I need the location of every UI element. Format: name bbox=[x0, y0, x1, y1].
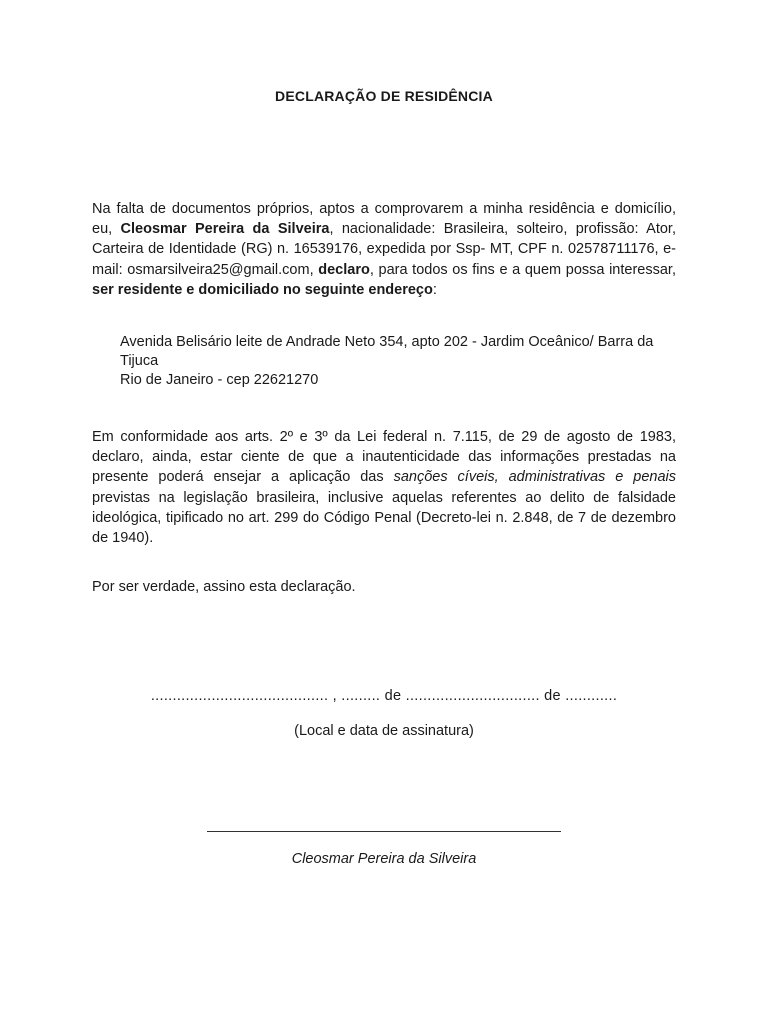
address-block bbox=[120, 333, 678, 391]
paragraph-text: , para todos os fins e a quem possa interessar, bbox=[369, 261, 676, 278]
closing-statement: Por ser verdade, assino esta declaração. bbox=[92, 579, 356, 595]
declaro-word: declaro bbox=[318, 261, 370, 278]
legal-paragraph bbox=[92, 427, 676, 548]
resident-statement: ser residente e domiciliado no seguinte endereço bbox=[92, 281, 433, 298]
place-date-line: ......................................... , ......... de ............................... de ............ bbox=[150, 688, 618, 704]
signature-line bbox=[207, 831, 561, 832]
signature-name: Cleosmar Pereira da Silveira bbox=[291, 851, 477, 867]
paragraph-text: Em conformidade aos arts. 2º e 3º da Lei federal n. 7.115, de 29 de agosto de 1983, declaro, ainda, estar ciente de que a inautenticidade das informações prestadas na presente poderá ensejar a aplicação das bbox=[92, 429, 676, 486]
declarant-name: Cleosmar Pereira da Silveira bbox=[120, 221, 330, 238]
paragraph-text: : bbox=[432, 281, 437, 298]
document-title: DECLARAÇÃO DE RESIDÊNCIA bbox=[275, 88, 493, 104]
sanctions-phrase: sanções cíveis, administrativas e penais bbox=[393, 469, 676, 486]
paragraph-text: Na falta de documentos próprios, aptos a comprovarem a minha residência e domicílio, eu, bbox=[92, 201, 676, 238]
address-line-city: Rio de Janeiro - cep 22621270 bbox=[120, 372, 319, 389]
paragraph-text: previstas na legislação brasileira, inclusive aquelas referentes ao delito de falsidade ideológica, tipificado no art. 299 do Código Penal (Decreto-lei n. 2.848, de 7 de dezembro de 1940). bbox=[92, 489, 676, 547]
paragraph-text: , nacionalidade: Brasileira, solteiro, profissão: Ator, Carteira de Identidade (RG) n. 16539176, expedida por Ssp- MT, CPF n. 02578711176, e-mail: osmarsilveira25@gmail.com, bbox=[92, 221, 676, 278]
address-line-street: Avenida Belisário leite de Andrade Neto 354, apto 202 - Jardim Oceânico/ Barra da Tijuca bbox=[120, 334, 654, 370]
declaration-paragraph bbox=[92, 199, 676, 300]
place-date-caption: (Local e data de assinatura) bbox=[294, 723, 474, 739]
